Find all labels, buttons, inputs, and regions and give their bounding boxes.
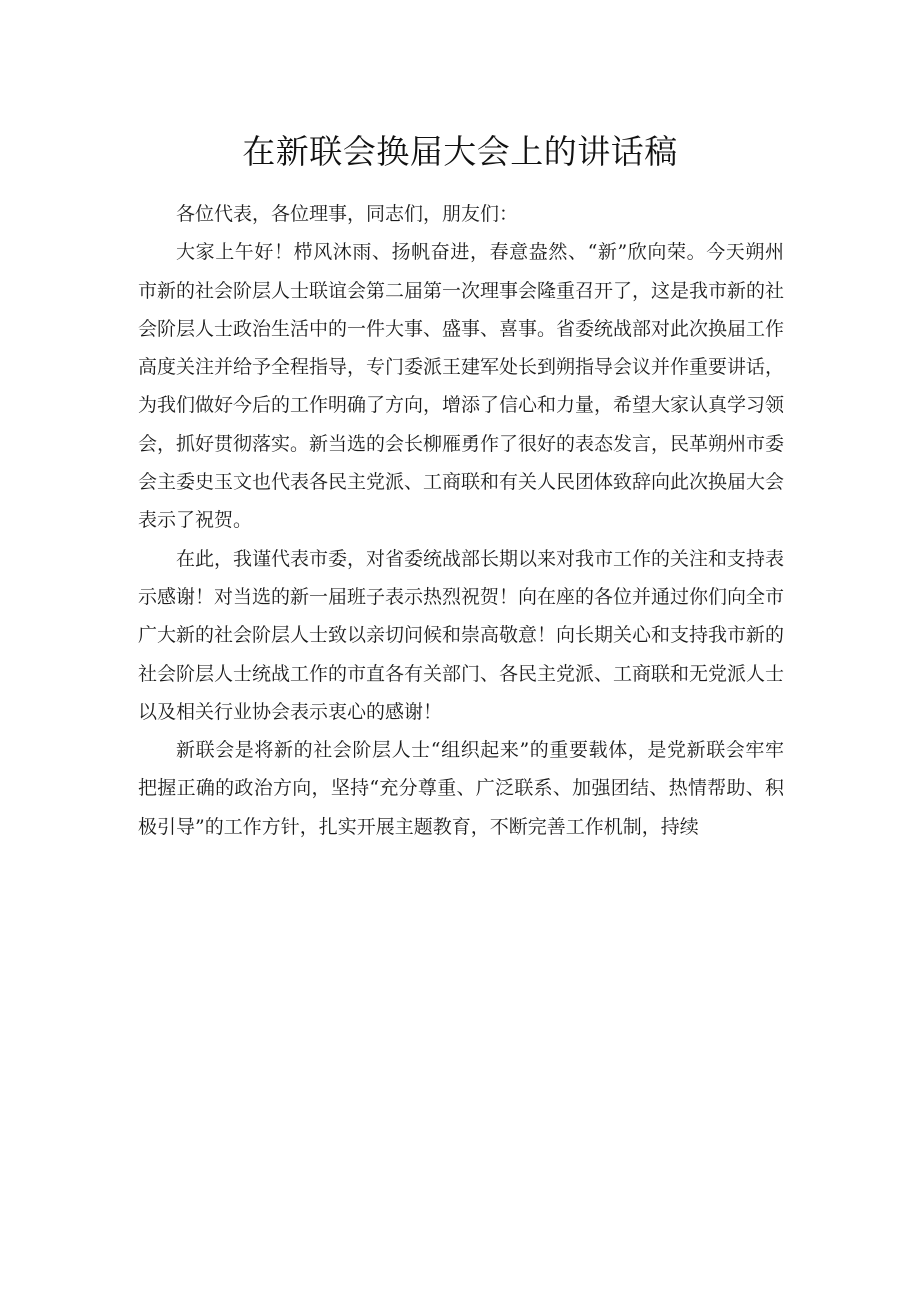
salutation-paragraph: 各位代表，各位理事，同志们，朋友们： [176, 203, 519, 225]
document-title: 在新联会换届大会上的讲话稿 [242, 132, 678, 171]
body-paragraph: 在此，我谨代表市委，对省委统战部长期以来对我市工作的关注和支持表示感谢！对当选的新一届班子表示热烈祝贺！向在座的各位并通过你们向全市广大新的社会阶层人士致以亲切问候和崇高敬意！向长期关心和支持我市新的社会阶层人士统战工作的市直各有关部门、各民主党派、工商联和无党派人士以及相关行业协会表示衷心的感谢！ [138, 547, 785, 723]
document-body [138, 195, 784, 846]
body-paragraph: 新联会是将新的社会阶层人士“组织起来”的重要载体，是党新联会牢牢把握正确的政治方向，坚持“充分尊重、广泛联系、加强团结、热情帮助、积极引导”的工作方针，扎实开展主题教育，不断完善工作机制，持续 [138, 739, 784, 838]
body-paragraph: 大家上午好！栉风沐雨、扬帆奋进，春意盎然、“新”欣向荣。今天朔州市新的社会阶层人士联谊会第二届第一次理事会隆重召开了，这是我市新的社会阶层人士政治生活中的一件大事、盛事、喜事。省委统战部对此次换届工作高度关注并给予全程指导，专门委派王建军处长到朔指导会议并作重要讲话，为我们做好今后的工作明确了方向，增添了信心和力量，希望大家认真学习领会，抓好贯彻落实。新当选的会长柳雁勇作了很好的表态发言，民革朔州市委会主委史玉文也代表各民主党派、工商联和有关人民团体致辞向此次换届大会表示了祝贺。 [138, 241, 785, 532]
